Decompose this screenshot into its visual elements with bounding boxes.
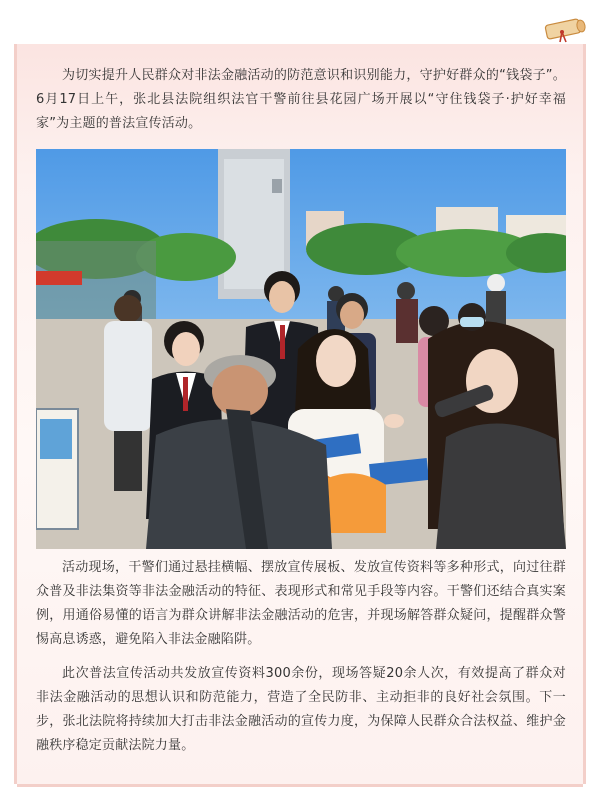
scroll-ornament-icon — [542, 18, 588, 44]
event-photo — [36, 149, 566, 549]
article-paragraph-summary: 此次普法宣传活动共发放宣传资料300余份，现场答疑20余人次，有效提高了群众对非法金融活动的思想认识和防范能力，营造了全民防非、主动拒非的良好社会氛围。下一步，张北法院将持续加大打击非法金融活动的宣传力度，为保障人民群众合法权益、维护金融秩序稳定贡献法院力量。 — [36, 666, 566, 753]
article-paragraph-activity: 活动现场，干警们通过悬挂横幅、摆放宣传展板、发放宣传资料等多种形式，向过往群众普及非法集资等非法金融活动的特征、表现形式和常见手段等内容。干警们还结合真实案例，用通俗易懂的语言为群众讲解非法金融活动的危害，并现场解答群众疑问，提醒群众警惕高息诱惑，避免陷入非法金融陷阱。 — [36, 560, 566, 647]
article-paragraph-intro: 为切实提升人民群众对非法金融活动的防范意识和识别能力，守护好群众的“钱袋子”。6月17日上午，张北县法院组织法官干警前往县花园广场开展以“守住钱袋子·护好幸福家”为主题的普法宣传活动。 — [36, 68, 566, 131]
